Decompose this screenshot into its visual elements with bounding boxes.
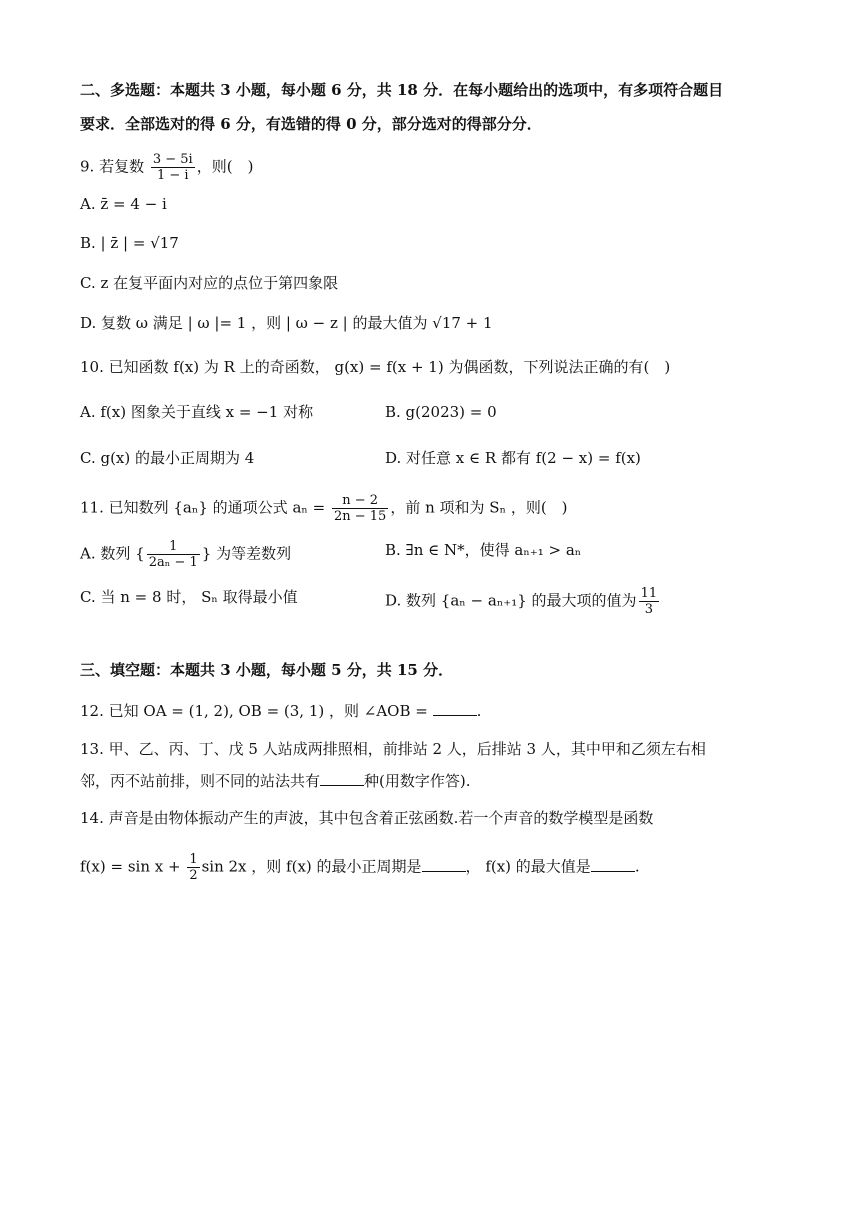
section2-title-line1: 二、多选题：本题共 3 小题，每小题 6 分，共 18 分．在每小题给出的选项中，有多项符合题目	[80, 81, 724, 99]
q11-fraction	[332, 493, 388, 524]
q10-option-c: C. g(x) 的最小正周期为 4	[80, 449, 255, 467]
q14-line2-end: .	[634, 857, 640, 876]
q13-line2-prefix: 邻，丙不站前排，则不同的站法共有	[80, 772, 321, 790]
q11-d-num: 11	[640, 586, 658, 601]
q11-stem	[80, 493, 568, 524]
q10-option-d: D. 对任意 x ∈ R 都有 f(2 − x) = f(x)	[385, 449, 641, 467]
q11-a-fraction	[147, 539, 200, 570]
q14-frac-den: 2	[189, 868, 198, 883]
q10-stem: 10. 已知函数 f(x) 为 R 上的奇函数， g(x) = f(x + 1) 为偶函数，下列说法正确的有( )	[80, 358, 671, 376]
q13-answer-blank	[320, 771, 364, 786]
q9-fraction	[151, 152, 195, 183]
q11-a-prefix: A. 数列 {	[80, 544, 145, 563]
q12-text: 12. 已知 OA = (1, 2), OB = (3, 1) ，则 ∠AOB =	[80, 702, 433, 720]
q14-answer-blank-1	[422, 857, 466, 872]
q11-stem-prefix: 11. 已知数列 {aₙ} 的通项公式 aₙ =	[80, 498, 330, 517]
q11-option-c: C. 当 n = 8 时， Sₙ 取得最小值	[80, 588, 298, 606]
q11-a-den: 2aₙ − 1	[148, 555, 198, 570]
q9-frac-den: 1 − i	[156, 168, 189, 183]
q11-option-d	[385, 586, 661, 617]
q13-line2	[80, 770, 471, 792]
q13-line1: 13. 甲、乙、丙、丁、戊 5 人站成两排照相，前排站 2 人，后排站 3 人，其中甲和乙须左右相	[80, 740, 706, 758]
q11-d-den: 3	[644, 602, 653, 617]
q14-line2-mid: sin 2x ，则 f(x) 的最小正周期是	[201, 857, 422, 876]
q14-line1: 14. 声音是由物体振动产生的声波，其中包含着正弦函数.若一个声音的数学模型是函数	[80, 809, 654, 827]
q9-stem	[80, 152, 253, 183]
q9-stem-suffix: ，则( )	[196, 157, 254, 176]
q9-frac-num: 3 − 5i	[152, 152, 193, 167]
q12-end: .	[476, 702, 482, 720]
q9-option-b: B. | z̄ | = √17	[80, 234, 179, 252]
q12-answer-blank	[433, 701, 477, 716]
q12-stem	[80, 700, 481, 722]
q10-option-a: A. f(x) 图象关于直线 x = −1 对称	[80, 403, 314, 421]
section3-title: 三、填空题：本题共 3 小题，每小题 5 分，共 15 分．	[80, 661, 454, 679]
q11-a-suffix: } 为等差数列	[201, 544, 292, 563]
q10-option-b: B. g(2023) = 0	[385, 403, 497, 421]
q11-frac-den: 2n − 15	[333, 509, 387, 524]
q14-line2-prefix: f(x) = sin x +	[80, 857, 186, 876]
q14-fraction	[187, 852, 199, 883]
q14-line2	[80, 852, 640, 883]
q13-line2-suffix: 种(用数字作答).	[364, 772, 471, 790]
q11-frac-num: n − 2	[332, 493, 388, 509]
q9-option-c: C. z 在复平面内对应的点位于第四象限	[80, 274, 339, 292]
q14-frac-num: 1	[189, 852, 198, 867]
q11-option-a	[80, 539, 291, 570]
q11-stem-suffix: ，前 n 项和为 Sₙ ，则( )	[390, 498, 568, 517]
q11-a-num: 1	[147, 539, 200, 555]
q11-d-fraction	[639, 586, 660, 617]
section2-title-line2: 要求．全部选对的得 6 分，有选错的得 0 分，部分选对的得部分分．	[80, 115, 542, 133]
q14-line2-mid2: ， f(x) 的最大值是	[465, 857, 591, 876]
q9-option-a: A. z̄ = 4 − i	[80, 195, 167, 213]
q9-option-d: D. 复数 ω 满足 | ω |= 1 ，则 | ω − z | 的最大值为 √17 + 1	[80, 314, 493, 332]
q9-stem-prefix: 9. 若复数	[80, 157, 149, 176]
q11-option-b: B. ∃n ∈ N*，使得 aₙ₊₁ > aₙ	[385, 541, 582, 559]
q14-answer-blank-2	[591, 857, 635, 872]
q11-d-prefix: D. 数列 {aₙ − aₙ₊₁} 的最大项的值为	[385, 591, 637, 610]
